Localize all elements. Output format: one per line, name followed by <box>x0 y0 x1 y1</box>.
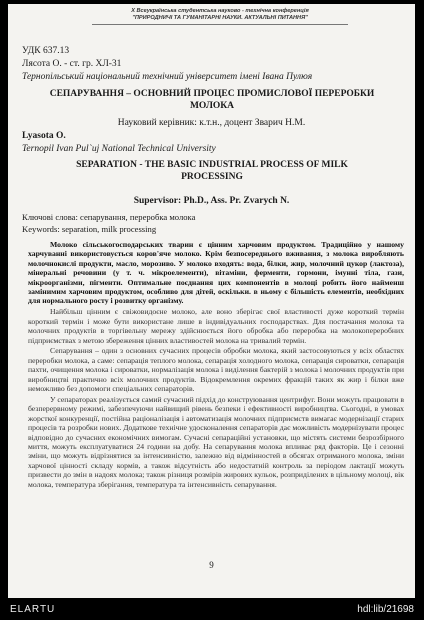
supervisor-en-label: Supervisor: <box>133 196 182 206</box>
body-text <box>28 240 404 491</box>
keywords-ua: Ключові слова: сепарування, переробка молока <box>22 212 196 222</box>
paragraph: Молоко сільськогосподарських тварин є цінним харчовим продуктом. Традиційно у нашому харчуванні використовується коров'яче молоко. Крім безпосереднього вживання, з молока виробляють молочнокислі продукти, масло, морозиво. У молоко входять: вода, білки, жир, молочний цукор (лактоза), мінеральні речовини (у т. ч. мікроелементи), вітаміни, ферменти, гормони, імунні тіла, гази, мікроорганізми, пігменти. Оптимальне поєднання цих компонентів в молоці робить його найменш замінимим харчовим продуктом, особливо для дітей, оскільки. в ньому є більшість елементів, необхідних для нормального росту і розвитку організму. <box>28 240 404 306</box>
keywords-en: Keywords: separation, milk processing <box>22 224 157 234</box>
paragraph: Сепарування – один з основних сучасних процесів обробки молока, який застосовуються у всіх областях переробки молока, а саме: сепарація теплого молока, сепарація холодного молока, сепарація сироватки, сепарація пахти, очищення молока і сироватки, нормалізація молока і виділення бактерій з молока і молочних продуктів при виробництві практично всіх молочних продуктів. Відокремлення окремих фракцій таких як жир і білки вже неможливо без допомоги спеціальних сепараторів. <box>28 346 404 394</box>
title-en-line1: SEPARATION - THE BASIC INDUSTRIAL PROCESS OF MILK <box>76 160 348 170</box>
conference-header-line1: X Всеукраїнська студентська науково - технічна конференція <box>131 8 309 14</box>
supervisor-en-name: Ph.D., Ass. Pr. Zvarych N. <box>183 196 290 206</box>
page-number: 9 <box>209 560 214 570</box>
paragraph: Найбільш цінним є свіжовидоєне молоко, але воно зберігає свої властивості дуже короткий термін короткий термін і може бути використане лише в індивідуальних господарствах. Для постачання молока та молочних продуктів в торгівельну мережу здійснюється його обробка або переробка на молокопереробних підприємствах з метою збереження цінних властивостей молока на тривалий термін. <box>28 307 404 345</box>
supervisor-ua: Науковий керівник: к.т.н., доцент Зварич Н.М. <box>117 118 306 128</box>
title-en-line2: PROCESSING <box>181 172 243 182</box>
university-ua: Тернопільський національний технічний університет імені Івана Пулюя <box>22 72 313 82</box>
title-en <box>22 159 402 183</box>
university-en: Ternopil Ivan Pul`uj National Technical University <box>22 144 216 154</box>
title-ua <box>22 88 402 112</box>
title-ua-line1: СЕПАРУВАННЯ – ОСНОВНИЙ ПРОЦЕС ПРОМИСЛОВОЇ ПЕРЕРОБКИ <box>49 89 375 99</box>
conference-header <box>92 8 348 25</box>
author-en: Lyasota O. <box>22 131 66 141</box>
paragraph: У сепараторах реалізується самий сучасний підхід до конструювання центрифуг. Вони можуть працювати в безперервному режимі, забезпечуючи найвищий рівень безпеки і ефективності виробництва. Сьогодні, в умовах жорсткої конкуренції, постійна раціоналізація і автоматизація молочних підприємств вимагає модернізації старих процесів та розробки нових. Додаткове технічне удосконалення сепараторів дає можливість модернізувати процес відповідно до сучасних економічних вимогам. Сучасні сепараційні установки, що містять системи безрозбірного миття, можуть експлуатуватися 24 години на добу. На сепарування молока впливає ряд факторів. Це і сезонні зміни, що можуть відрізнятися за інтенсивністю, залежно від відмінностей в обсягах отриманого молока, зміни харчової цінності складу кормів, а також відсутність або недостатній контроль за періодом лактації можуть призвести до змін в надоях молока; також різниця розмірів жирових кульок, розприділених в цільному молоці, вік молока, температура зберігання, температура та інтенсивність сепарування. <box>28 395 404 489</box>
title-ua-line2: МОЛОКА <box>189 101 235 111</box>
supervisor-en <box>8 196 415 206</box>
footer-repository-name: ELARTU <box>10 604 56 615</box>
udk-code: УДК 637.13 <box>22 46 70 56</box>
footer-handle[interactable]: hdl:lib/21698 <box>357 604 414 615</box>
paper-page <box>8 4 415 598</box>
conference-header-line2: "ПРИРОДНИЧІ ТА ГУМАНІТАРНІ НАУКИ. АКТУАЛЬНІ ПИТАННЯ" <box>132 15 308 21</box>
author-ua: Лясота О. - ст. гр. ХЛ-31 <box>22 59 122 69</box>
